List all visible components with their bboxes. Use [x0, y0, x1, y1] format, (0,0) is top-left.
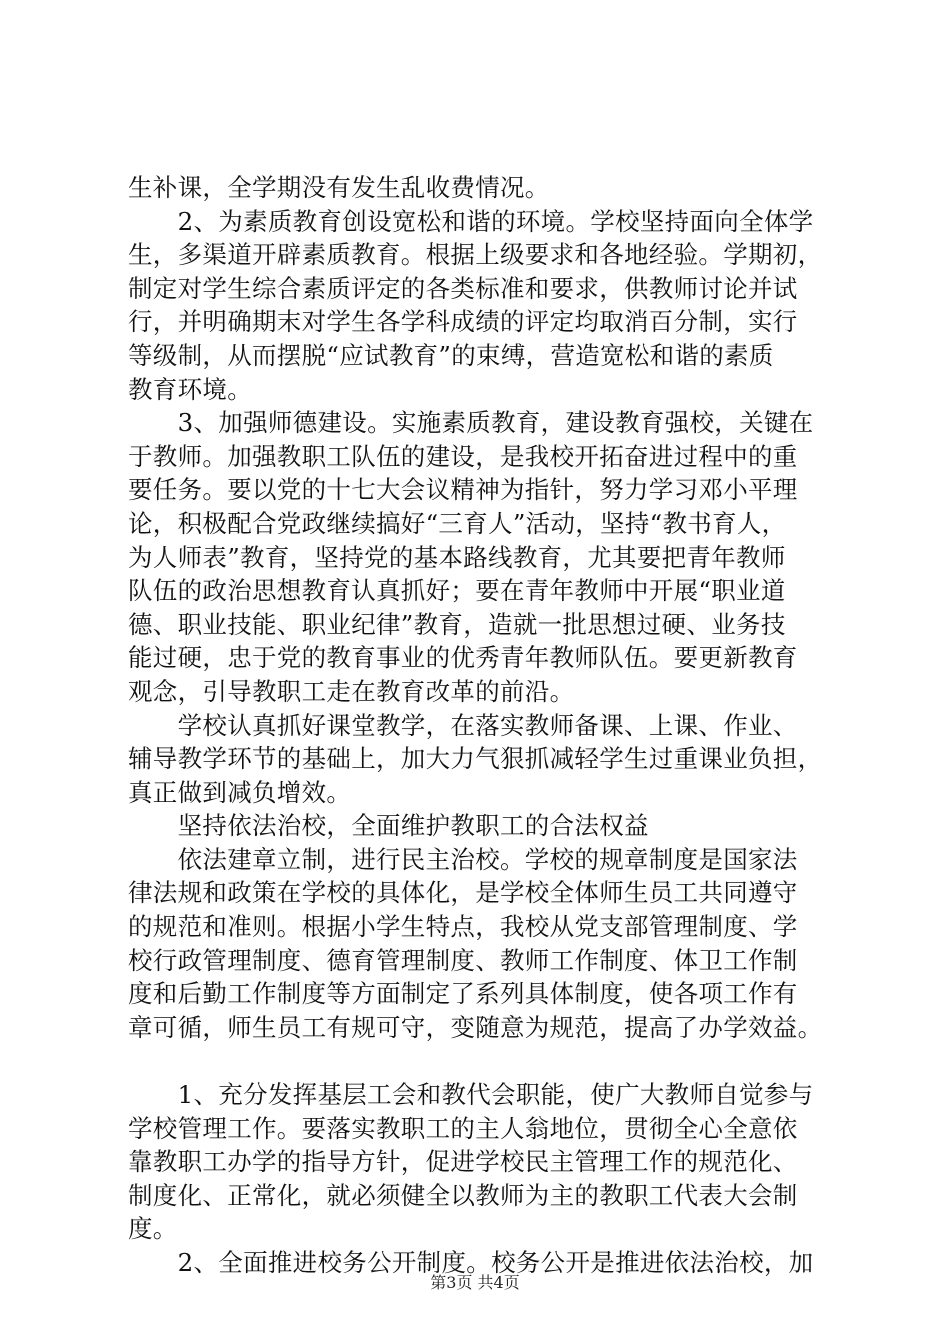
text-line: 的规范和准则。根据小学生特点，我校从党支部管理制度、学 — [128, 912, 798, 942]
text-line: 学校认真抓好课堂教学，在落实教师备课、上课、作业、 — [128, 710, 798, 740]
text-line: 生补课，全学期没有发生乱收费情况。 — [128, 173, 550, 202]
text-line: 观念，引导教职工走在教育改革的前沿。 — [128, 676, 575, 706]
text-line: 教育环境。 — [128, 374, 252, 404]
text-line: 行，并明确期末对学生各学科成绩的评定均取消百分制，实行 — [128, 307, 798, 337]
text-line: 制度化、正常化，就必须健全以教师为主的教职工代表大会制 — [128, 1180, 798, 1210]
text-line: 校行政管理制度、德育管理制度、教师工作制度、体卫工作制 — [128, 945, 798, 975]
text-line: 论，积极配合党政继续搞好“三育人”活动，坚持“教书育人， — [128, 508, 787, 538]
text-line: 于教师。加强教职工队伍的建设，是我校开拓奋进过程中的重 — [128, 441, 798, 471]
text-line: 学校管理工作。要落实教职工的主人翁地位，贯彻全心全意依 — [128, 1113, 798, 1143]
text-line: 靠教职工办学的指导方针，促进学校民主管理工作的规范化、 — [128, 1147, 798, 1177]
text-line: 德、职业技能、职业纪律”教育，造就一批思想过硬、业务技 — [128, 609, 786, 639]
text-line: 等级制，从而摆脱“应试教育”的束缚，营造宽松和谐的素质 — [128, 340, 774, 370]
text-line: 队伍的政治思想教育认真抓好；要在青年教师中开展“职业道 — [128, 576, 786, 606]
text-line: 章可循，师生员工有规可守，变随意为规范，提高了办学效益。 — [128, 1012, 823, 1042]
text-line: 辅导教学环节的基础上，加大力气狠抓减轻学生过重课业负担， — [128, 744, 823, 774]
text-line: 真正做到减负增效。 — [128, 777, 352, 807]
text-line: 度和后勤工作制度等方面制定了系列具体制度，使各项工作有 — [128, 979, 798, 1009]
text-line: 2、为素质教育创设宽松和谐的环境。学校坚持面向全体学 — [128, 206, 814, 236]
text-line: 1、充分发挥基层工会和教代会职能，使广大教师自觉参与 — [128, 1080, 814, 1110]
text-line: 能过硬，忠于党的教育事业的优秀青年教师队伍。要更新教育 — [128, 643, 798, 673]
text-line: 为人师表”教育，坚持党的基本路线教育，尤其要把青年教师 — [128, 542, 786, 572]
text-line: 制定对学生综合素质评定的各类标准和要求，供教师讨论并试 — [128, 273, 798, 303]
text-line: 要任务。要以党的十七大会议精神为指针，努力学习邓小平理 — [128, 475, 798, 505]
text-line: 度。 — [128, 1214, 178, 1244]
text-line: 依法建章立制，进行民主治校。学校的规章制度是国家法 — [128, 844, 798, 874]
text-line: 律法规和政策在学校的具体化，是学校全体师生员工共同遵守 — [128, 878, 798, 908]
paragraph-gap — [128, 1044, 828, 1078]
section-heading: 坚持依法治校，全面维护教职工的合法权益 — [128, 811, 649, 841]
document-body — [128, 171, 828, 1280]
page-number-footer: 第3页 共4页 — [430, 1273, 520, 1292]
text-line: 3、加强师德建设。实施素质教育，建设教育强校，关键在 — [128, 408, 814, 438]
text-line: 生，多渠道开辟素质教育。根据上级要求和各地经验。学期初， — [128, 240, 823, 270]
text-line: 2、全面推进校务公开制度。校务公开是推进依法治校，加 — [128, 1248, 814, 1277]
